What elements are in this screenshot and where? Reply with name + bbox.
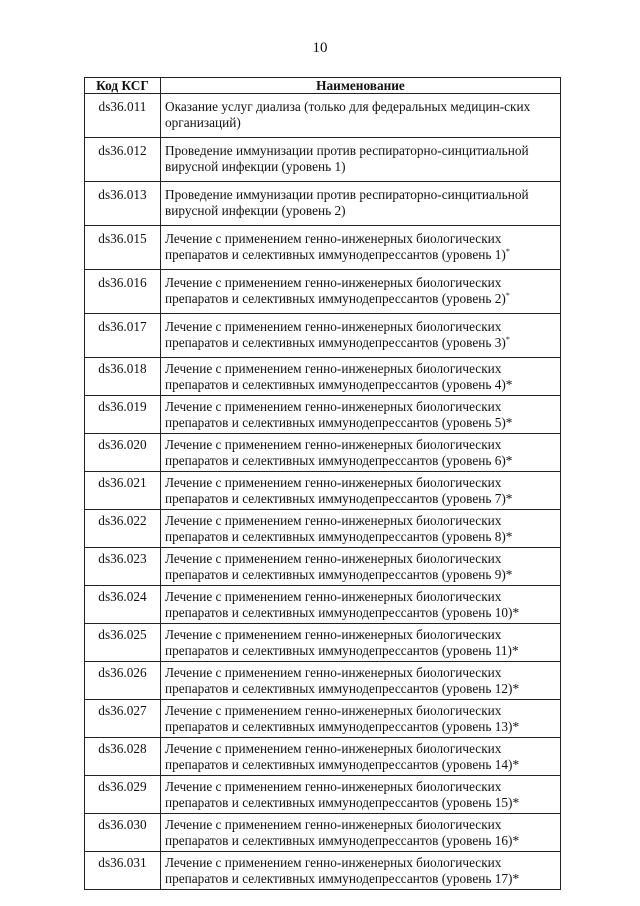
table-row xyxy=(85,314,561,358)
row-name-text: Лечение с применением генно-инженерных биологических препаратов и селективных иммунодепрессантов (уровень 15)* xyxy=(165,779,520,810)
table-row xyxy=(85,624,561,662)
row-name-text: Лечение с применением генно-инженерных биологических препаратов и селективных иммунодепрессантов (уровень 6)* xyxy=(165,437,513,468)
row-code: ds36.023 xyxy=(85,548,161,586)
row-name xyxy=(161,548,561,586)
row-code: ds36.019 xyxy=(85,396,161,434)
row-name-text: Лечение с применением генно-инженерных биологических препаратов и селективных иммунодепрессантов (уровень 5)* xyxy=(165,399,513,430)
row-name-text: Лечение с применением генно-инженерных биологических препаратов и селективных иммунодепрессантов (уровень 14)* xyxy=(165,741,520,772)
row-name-text: Лечение с применением генно-инженерных биологических препаратов и селективных иммунодепрессантов (уровень 17)* xyxy=(165,855,520,886)
table-row xyxy=(85,396,561,434)
row-name-text: Лечение с применением генно-инженерных биологических препаратов и селективных иммунодепрессантов (уровень 12)* xyxy=(165,665,520,696)
table-row xyxy=(85,358,561,396)
row-name xyxy=(161,510,561,548)
table-row xyxy=(85,852,561,890)
row-name xyxy=(161,358,561,396)
row-name xyxy=(161,434,561,472)
row-code: ds36.025 xyxy=(85,624,161,662)
footnote-mark: * xyxy=(505,291,510,300)
row-name xyxy=(161,182,561,226)
row-name-text: Лечение с применением генно-инженерных биологических препаратов и селективных иммунодепрессантов (уровень 7)* xyxy=(165,475,513,506)
row-name xyxy=(161,270,561,314)
table-row xyxy=(85,138,561,182)
footnote-mark: * xyxy=(505,335,510,344)
table-row xyxy=(85,182,561,226)
row-name xyxy=(161,738,561,776)
row-name xyxy=(161,624,561,662)
row-code: ds36.027 xyxy=(85,700,161,738)
row-name-text: Лечение с применением генно-инженерных биологических препаратов и селективных иммунодепрессантов (уровень 11)* xyxy=(165,627,519,658)
row-name-text: Лечение с применением генно-инженерных биологических препаратов и селективных иммунодепрессантов (уровень 10)* xyxy=(165,589,520,620)
table-row xyxy=(85,472,561,510)
row-code: ds36.012 xyxy=(85,138,161,182)
table-body xyxy=(85,94,561,890)
row-code: ds36.018 xyxy=(85,358,161,396)
table-row xyxy=(85,586,561,624)
header-name: Наименование xyxy=(161,78,561,94)
row-name-text: Лечение с применением генно-инженерных биологических препаратов и селективных иммунодепрессантов (уровень 1) xyxy=(165,231,506,262)
table-row xyxy=(85,510,561,548)
row-name xyxy=(161,776,561,814)
table-row xyxy=(85,226,561,270)
row-code: ds36.026 xyxy=(85,662,161,700)
row-code: ds36.013 xyxy=(85,182,161,226)
row-name-text: Проведение иммунизации против респираторно-синцитиальной вирусной инфекции (уровень 1) xyxy=(165,143,529,174)
row-name xyxy=(161,662,561,700)
row-code: ds36.011 xyxy=(85,94,161,138)
table-row xyxy=(85,434,561,472)
row-code: ds36.021 xyxy=(85,472,161,510)
row-code: ds36.028 xyxy=(85,738,161,776)
table-row xyxy=(85,700,561,738)
table-header-row xyxy=(85,78,561,94)
table-row xyxy=(85,738,561,776)
table-row xyxy=(85,548,561,586)
row-name-text: Лечение с применением генно-инженерных биологических препаратов и селективных иммунодепрессантов (уровень 9)* xyxy=(165,551,513,582)
row-name-text: Лечение с применением генно-инженерных биологических препаратов и селективных иммунодепрессантов (уровень 4)* xyxy=(165,361,513,392)
table-row xyxy=(85,776,561,814)
row-code: ds36.031 xyxy=(85,852,161,890)
row-name-text: Оказание услуг диализа (только для федеральных медицин-ских организаций) xyxy=(165,99,531,130)
row-name-text: Лечение с применением генно-инженерных биологических препаратов и селективных иммунодепрессантов (уровень 2) xyxy=(165,275,506,306)
row-name-text: Лечение с применением генно-инженерных биологических препаратов и селективных иммунодепрессантов (уровень 3) xyxy=(165,319,506,350)
row-name xyxy=(161,472,561,510)
footnote-mark: * xyxy=(505,247,510,256)
row-code: ds36.016 xyxy=(85,270,161,314)
row-code: ds36.022 xyxy=(85,510,161,548)
header-code: Код КСГ xyxy=(85,78,161,94)
row-name-text: Проведение иммунизации против респираторно-синцитиальной вирусной инфекции (уровень 2) xyxy=(165,187,529,218)
row-code: ds36.020 xyxy=(85,434,161,472)
row-name xyxy=(161,94,561,138)
row-name xyxy=(161,852,561,890)
row-name-text: Лечение с применением генно-инженерных биологических препаратов и селективных иммунодепрессантов (уровень 16)* xyxy=(165,817,520,848)
table-row xyxy=(85,814,561,852)
table-row xyxy=(85,662,561,700)
row-name-text: Лечение с применением генно-инженерных биологических препаратов и селективных иммунодепрессантов (уровень 13)* xyxy=(165,703,520,734)
row-name xyxy=(161,396,561,434)
page-number: 10 xyxy=(312,40,328,56)
row-name-text: Лечение с применением генно-инженерных биологических препаратов и селективных иммунодепрессантов (уровень 8)* xyxy=(165,513,513,544)
ksg-table xyxy=(84,77,561,890)
row-code: ds36.030 xyxy=(85,814,161,852)
row-name xyxy=(161,586,561,624)
row-name xyxy=(161,700,561,738)
row-name xyxy=(161,226,561,270)
row-name xyxy=(161,314,561,358)
row-code: ds36.017 xyxy=(85,314,161,358)
row-name xyxy=(161,138,561,182)
row-code: ds36.029 xyxy=(85,776,161,814)
row-code: ds36.024 xyxy=(85,586,161,624)
table-row xyxy=(85,94,561,138)
table-row xyxy=(85,270,561,314)
row-name xyxy=(161,814,561,852)
row-code: ds36.015 xyxy=(85,226,161,270)
